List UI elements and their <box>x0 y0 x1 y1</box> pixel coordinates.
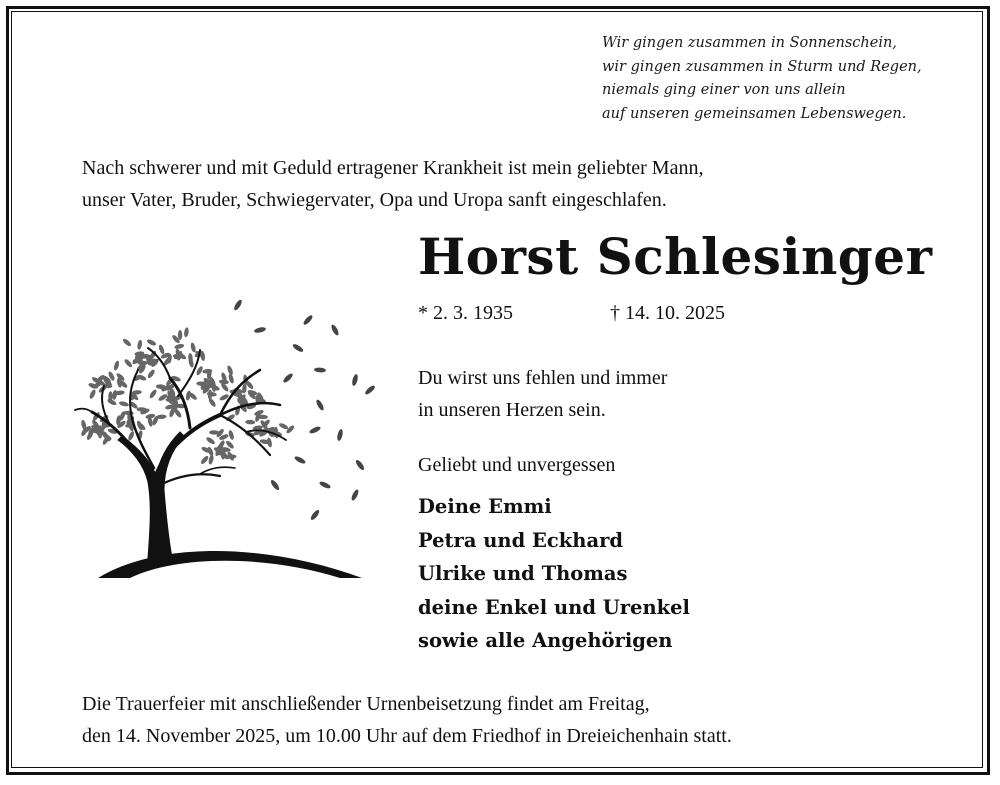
ceremony-line: Die Trauerfeier mit anschließender Urnenbeisetzung findet am Freitag, <box>82 693 650 715</box>
poem <box>602 32 942 126</box>
ceremony-info <box>82 688 962 752</box>
ceremony-line: den 14. November 2025, um 10.00 Uhr auf dem Friedhof in Dreieichenhain statt. <box>82 725 732 747</box>
leaf <box>208 454 215 465</box>
leaf <box>351 374 359 387</box>
intro-line: Nach schwerer und mit Geduld ertragener Krankheit ist mein geliebter Mann, <box>82 157 704 179</box>
leaf <box>302 314 314 326</box>
tree-with-falling-leaves-icon <box>70 300 380 585</box>
leaf <box>122 338 132 348</box>
leaf <box>330 324 340 337</box>
leaf <box>282 372 294 384</box>
hill <box>98 551 362 578</box>
leaf <box>178 330 182 340</box>
quote-line: Du wirst uns fehlen und immer <box>418 367 668 389</box>
farewell-quote <box>418 362 938 426</box>
beloved-line: Geliebt und unvergessen <box>418 454 616 476</box>
leaf <box>278 422 289 430</box>
leaf <box>127 430 135 441</box>
leaf <box>254 326 267 333</box>
leaf <box>158 344 166 355</box>
leaf <box>88 389 96 400</box>
leaf <box>350 489 360 502</box>
falling-leaves <box>233 300 376 521</box>
leaf <box>233 300 243 311</box>
poem-line: niemals ging einer von uns allein <box>602 82 846 98</box>
leaf <box>245 420 255 425</box>
leaf <box>146 369 155 380</box>
mourner: Ulrike und Thomas <box>418 562 628 585</box>
leaf <box>195 365 204 376</box>
poem-line: wir gingen zusammen in Sturm und Regen, <box>602 58 922 75</box>
birth-date: * 2. 3. 1935 <box>418 302 513 324</box>
life-dates <box>418 298 938 328</box>
leaf <box>113 360 120 371</box>
leaf <box>292 343 305 354</box>
leaf <box>354 459 365 471</box>
quote-line: in unseren Herzen sein. <box>418 399 606 421</box>
leaf <box>314 367 326 373</box>
mourner: Petra und Eckhard <box>418 528 623 552</box>
mourners-list <box>418 490 958 658</box>
mourner: deine Enkel und Urenkel <box>418 595 690 619</box>
leaf <box>138 361 148 365</box>
leaf <box>364 384 376 395</box>
leaf <box>123 358 133 368</box>
leaf <box>336 429 343 442</box>
deceased-name: Horst Schlesinger <box>418 227 933 286</box>
leaf <box>137 339 143 350</box>
leaf <box>228 430 235 441</box>
leaf <box>137 407 147 412</box>
leaf <box>146 338 157 346</box>
leaf <box>112 390 118 401</box>
intro-text <box>82 152 932 216</box>
leaf <box>148 389 157 400</box>
mourner: Deine Emmi <box>418 495 552 518</box>
leaf <box>119 400 130 407</box>
leaf <box>294 455 307 465</box>
leaf <box>319 480 332 489</box>
leaf <box>309 425 322 434</box>
death-date: † 14. 10. 2025 <box>610 302 725 324</box>
leaf <box>315 399 325 412</box>
canopy-leaves <box>80 327 295 465</box>
leaf <box>269 479 280 491</box>
intro-line: unser Vater, Bruder, Schwiegervater, Opa und Uropa sanft eingeschlafen. <box>82 189 667 211</box>
leaf <box>200 455 210 465</box>
leaf <box>190 342 197 353</box>
mourner: sowie alle Angehörigen <box>418 629 673 652</box>
poem-line: auf unseren gemeinsamen Lebenswegen. <box>602 105 907 122</box>
poem-line: Wir gingen zusammen in Sonnenschein, <box>602 35 897 51</box>
leaf <box>174 343 185 350</box>
leaf <box>184 327 190 338</box>
leaf <box>205 436 216 445</box>
leaf <box>309 509 320 521</box>
leaf <box>209 430 219 435</box>
leaf <box>266 437 272 448</box>
